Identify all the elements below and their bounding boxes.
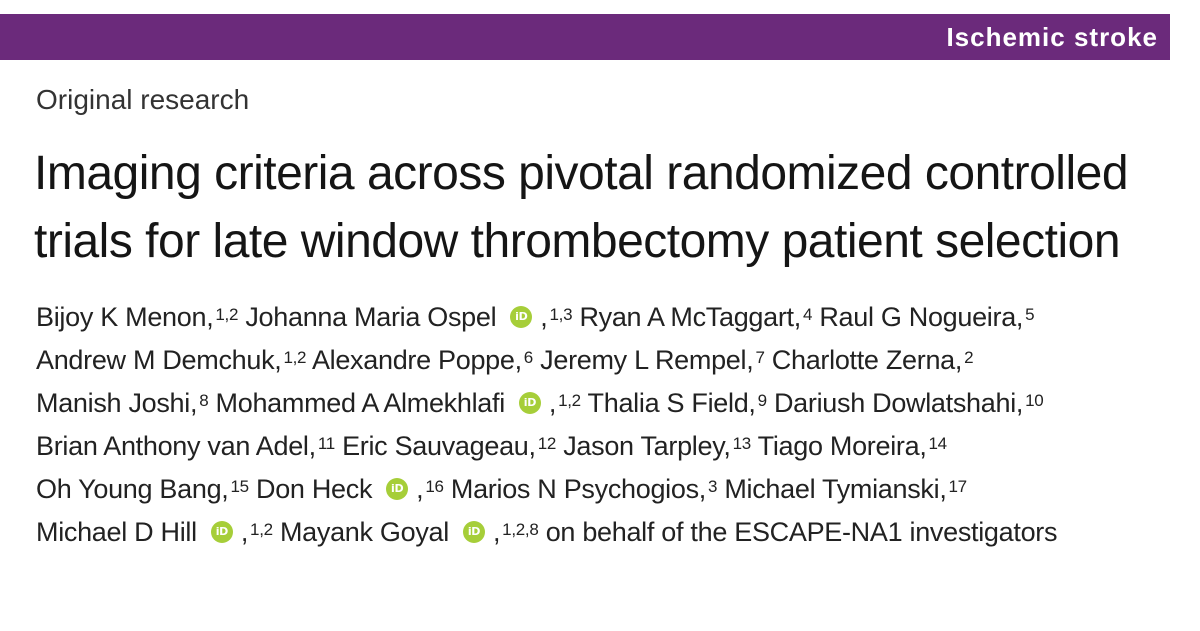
orcid-icon[interactable]: iD (211, 521, 233, 543)
author-name: Michael D Hill (36, 517, 197, 547)
author (774, 388, 1043, 418)
author-name: Charlotte Zerna, (771, 345, 963, 375)
author (758, 431, 947, 461)
author-name: Brian Anthony van Adel, (36, 431, 316, 461)
affiliation-ref: 14 (928, 434, 947, 453)
author-name: Jason Tarpley, (563, 431, 731, 461)
section-banner (0, 14, 1170, 60)
author-name: Marios N Psychogios, (450, 474, 706, 504)
affiliation-ref: 5 (1025, 305, 1035, 324)
article-title (34, 140, 1184, 276)
affiliation-ref: 17 (948, 477, 967, 496)
article-type: Original research (36, 84, 250, 115)
author-name: Jeremy L Rempel, (540, 345, 754, 375)
author: Mayank Goyal iD , $^{1,2,8}$ (279, 517, 539, 547)
affiliation-ref: 1,2 (283, 348, 307, 367)
author: Johanna Maria Ospel iD , $^{1,3}$ (245, 302, 573, 332)
author (36, 431, 335, 461)
author (579, 302, 812, 332)
affiliation-ref: 12 (537, 434, 557, 453)
affiliation-ref: 1,3 (549, 305, 573, 324)
affiliation-ref: 13 (732, 434, 751, 453)
author (588, 388, 767, 418)
author (36, 345, 306, 375)
author-list (36, 296, 1186, 554)
author-name: Eric Sauvageau, (342, 431, 536, 461)
affiliation-ref: 16 (425, 477, 444, 496)
author-name: Tiago Moreira, (757, 431, 927, 461)
affiliation-ref: 7 (755, 348, 765, 367)
affiliation-ref: 4 (802, 305, 813, 324)
affiliation-ref: 2 (964, 348, 974, 367)
affiliation-ref: 6 (523, 348, 533, 367)
author: Mohammed A Almekhlafi iD , $^{1,2}$ (215, 388, 581, 418)
section-label: Ischemic stroke (946, 22, 1158, 52)
affiliation-ref: 3 (707, 477, 718, 496)
author (563, 431, 751, 461)
affiliation-ref: 11 (317, 434, 335, 453)
author-name: Manish Joshi, (36, 388, 198, 418)
author-name: Mohammed A Almekhlafi (215, 388, 505, 418)
author (772, 345, 973, 375)
author (540, 345, 764, 375)
author (342, 431, 556, 461)
author (36, 388, 208, 418)
author (724, 474, 967, 504)
orcid-icon[interactable]: iD (510, 306, 532, 328)
author-name: Mayank Goyal (279, 517, 449, 547)
author-name: Ryan A McTaggart, (579, 302, 801, 332)
author-name: Dariush Dowlatshahi, (773, 388, 1024, 418)
author-name: Raul G Nogueira, (819, 302, 1024, 332)
affiliation-ref: 15 (230, 477, 249, 496)
title-line-1: Imaging criteria across pivotal randomized controlled (34, 147, 1129, 200)
author: Don Heck iD , $^{16}$ (256, 474, 444, 504)
orcid-icon[interactable]: iD (386, 478, 408, 500)
author-name: Andrew M Demchuk, (36, 345, 282, 375)
affiliation-ref: 9 (757, 391, 767, 410)
author-name: Bijoy K Menon, (36, 302, 214, 332)
author-name: Johanna Maria Ospel (245, 302, 497, 332)
author (819, 302, 1034, 332)
author-name: Oh Young Bang, (36, 474, 229, 504)
author-name: Alexandre Poppe, (311, 345, 522, 375)
orcid-icon[interactable]: iD (519, 392, 541, 414)
title-line-2: trials for late window thrombectomy patient selection (34, 215, 1121, 268)
author (36, 302, 238, 332)
authors-suffix: on behalf of the ESCAPE-NA1 investigators (545, 517, 1058, 547)
affiliation-ref: 1,2 (558, 391, 581, 410)
author: Michael D Hill iD , $^{1,2}$ (36, 517, 273, 547)
author-name: Don Heck (256, 474, 373, 504)
orcid-icon[interactable]: iD (463, 521, 485, 543)
author (312, 345, 533, 375)
affiliation-ref: 10 (1025, 391, 1044, 410)
affiliation-ref: 1,2 (250, 520, 273, 539)
affiliation-ref: 1,2 (215, 305, 239, 324)
author-name: Thalia S Field, (587, 388, 756, 418)
affiliation-ref: 1,2,8 (502, 520, 539, 539)
author (36, 474, 249, 504)
author-name: Michael Tymianski, (724, 474, 947, 504)
affiliation-ref: 8 (199, 391, 209, 410)
author (451, 474, 717, 504)
